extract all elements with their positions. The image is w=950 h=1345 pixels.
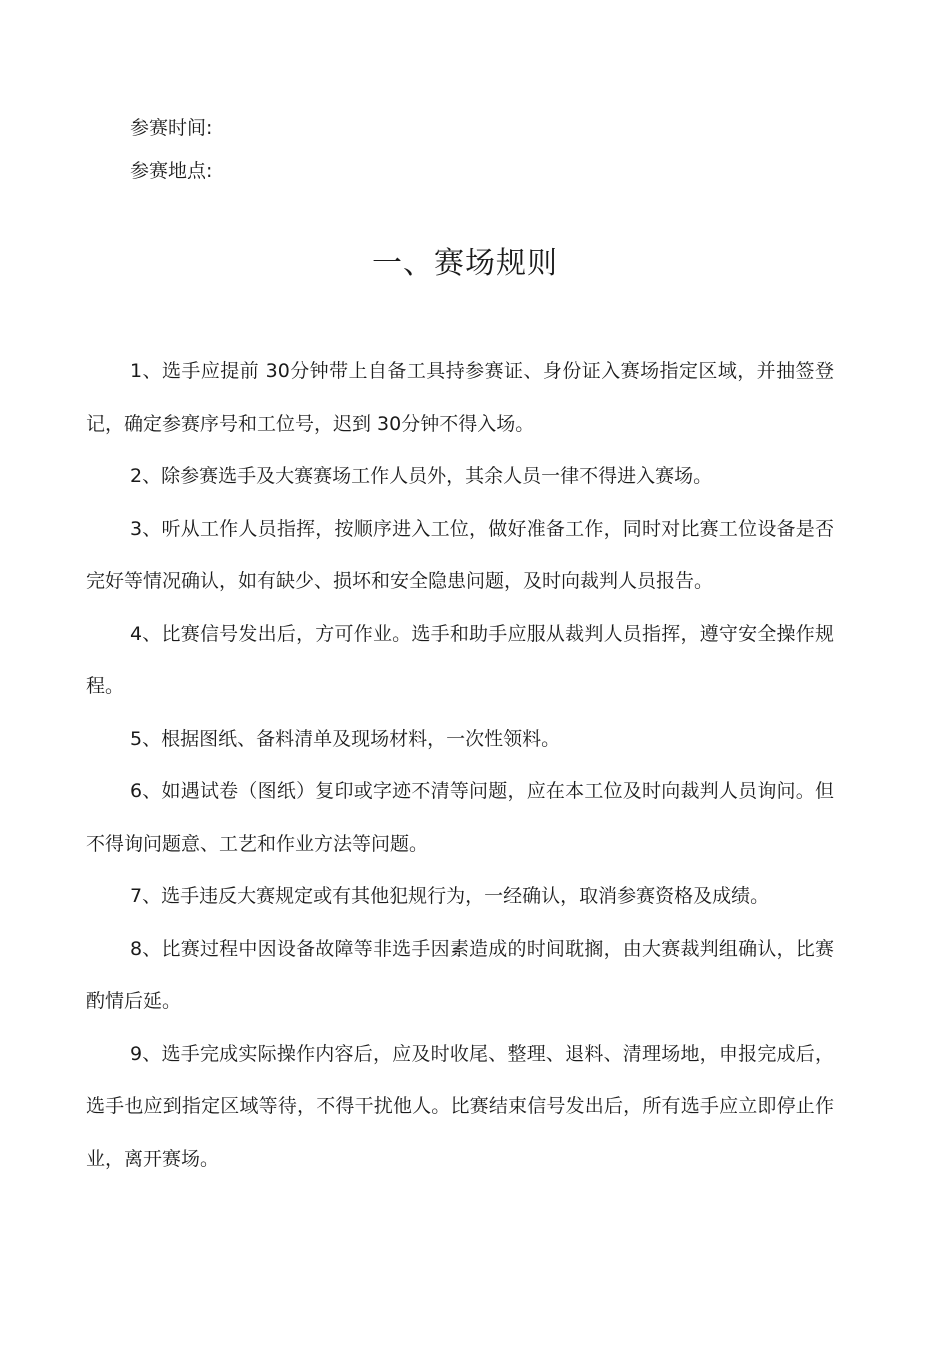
rule-item: 7、选手违反大赛规定或有其他犯规行为，一经确认，取消参赛资格及成绩。 [130,885,770,907]
rule-item: 1、选手应提前 30分钟带上自备工具持参赛证、身份证入赛场指定区域，并抽签登记，确定参赛序号和工位号，迟到 30分钟不得入场。 [86,360,834,435]
rules-list [86,345,834,1185]
rule-item: 8、比赛过程中因设备故障等非选手因素造成的时间耽搁，由大赛裁判组确认，比赛酌情后延。 [86,937,834,1012]
rule-item: 9、选手完成实际操作内容后，应及时收尾、整理、退料、清理场地，申报完成后，选手也应到指定区域等待，不得干扰他人。比赛结束信号发出后，所有选手应立即停止作业，离开赛场。 [86,1042,834,1170]
competition-time-label: 参赛时间: [130,117,213,139]
rule-item: 6、如遇试卷（图纸）复印或字迹不清等问题，应在本工位及时向裁判人员询问。但不得询问题意、工艺和作业方法等问题。 [86,780,834,855]
competition-place-label: 参赛地点: [130,160,213,182]
rule-item: 4、比赛信号发出后，方可作业。选手和助手应服从裁判人员指挥，遵守安全操作规程。 [86,622,834,697]
section-title: 一、赛场规则 [372,246,558,281]
rule-item: 2、除参赛选手及大赛赛场工作人员外，其余人员一律不得进入赛场。 [130,465,713,487]
rule-item: 5、根据图纸、备料清单及现场材料，一次性领料。 [130,727,561,750]
rule-item: 3、听从工作人员指挥，按顺序进入工位，做好准备工作，同时对比赛工位设备是否完好等情况确认，如有缺少、损坏和安全隐患问题，及时向裁判人员报告。 [86,517,834,592]
